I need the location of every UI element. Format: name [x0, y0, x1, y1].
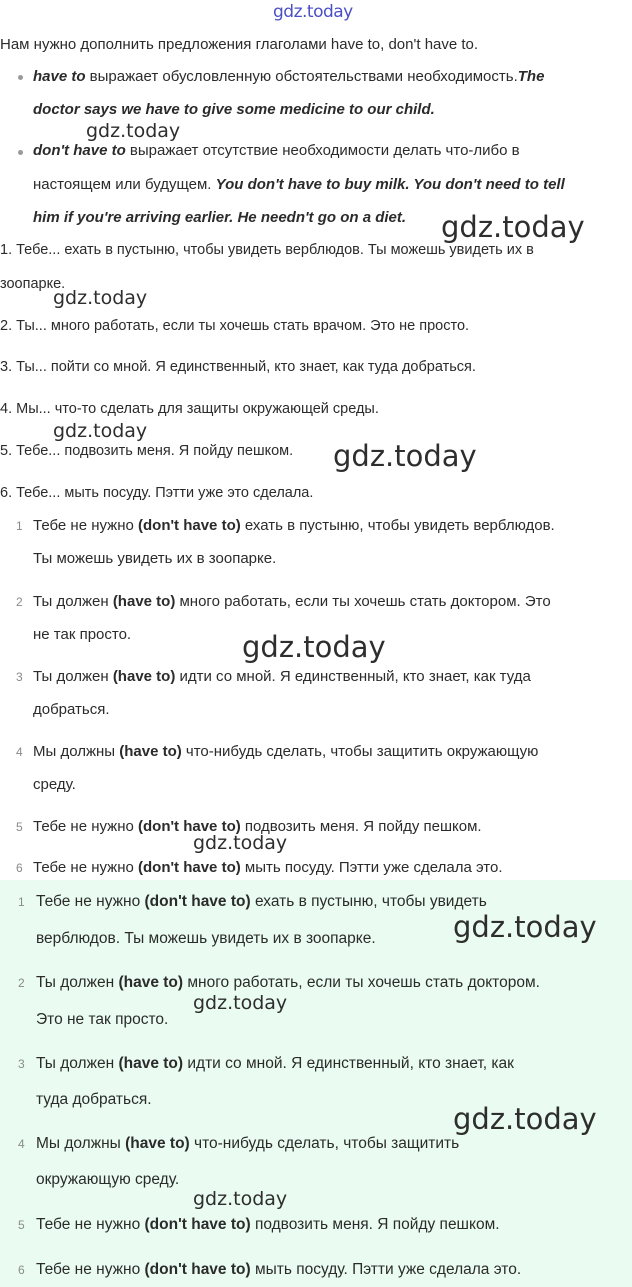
- task-6: 6. Тебе... мыть посуду. Пэтти уже это сделала.: [0, 485, 314, 501]
- task-3: 3. Ты... пойти со мной. Я единственный, кто знает, как туда добраться.: [0, 359, 476, 375]
- rule-term: don't have to: [33, 142, 126, 159]
- watermark: gdz.today: [53, 287, 148, 309]
- answer-4-line2: окружающую среду.: [36, 1171, 180, 1188]
- watermark: gdz.today: [453, 1102, 597, 1136]
- answer-2-line2: не так просто.: [33, 626, 132, 643]
- answer-number: 4: [16, 745, 23, 759]
- answer-number: 2: [16, 595, 23, 609]
- rule-example: The: [517, 68, 545, 85]
- answer-3-line2: туда добраться.: [36, 1091, 152, 1108]
- task-5: 5. Тебе... подвозить меня. Я пойду пешком.: [0, 443, 294, 459]
- answer-1-line2: Ты можешь увидеть их в зоопарке.: [33, 550, 277, 567]
- rule-term: have to: [33, 68, 86, 85]
- watermark: gdz.today: [86, 120, 181, 142]
- answer-3-line2: добраться.: [33, 701, 110, 718]
- task-1-cont: зоопарке.: [0, 276, 66, 292]
- rule-dont-have-to-line1: [33, 142, 520, 159]
- answer-number: 5: [18, 1218, 25, 1232]
- watermark: gdz.today: [441, 210, 585, 244]
- rule-dont-have-to-line3: him if you're arriving earlier. He needn't go on a diet.: [33, 209, 407, 226]
- answer-3-line1: Ты должен (have to) идти со мной. Я единственный, кто знает, как туда: [33, 668, 531, 685]
- watermark: gdz.today: [193, 1188, 288, 1210]
- answer-number: 5: [16, 820, 23, 834]
- bullet-icon: [18, 150, 23, 155]
- answer-number: 1: [16, 519, 23, 533]
- answer-number: 4: [18, 1137, 25, 1151]
- watermark: gdz.today: [333, 439, 477, 473]
- watermark: gdz.today: [193, 832, 288, 854]
- answer-number: 1: [18, 895, 25, 909]
- site-watermark: gdz.today: [273, 2, 353, 22]
- answer-3-line1: Ты должен (have to) идти со мной. Я единственный, кто знает, как: [36, 1055, 514, 1072]
- answer-2-line2: Это не так просто.: [36, 1011, 169, 1028]
- answer-number: 2: [18, 976, 25, 990]
- rule-example: You don't have to buy milk. You don't need to tell: [215, 176, 565, 193]
- answer-2-line1: Ты должен (have to) много работать, если ты хочешь стать доктором.: [36, 974, 540, 991]
- answer-number: 6: [18, 1263, 25, 1277]
- answer-4-line1: Мы должны (have to) что-нибудь сделать, чтобы защитить: [36, 1135, 460, 1152]
- watermark: gdz.today: [453, 910, 597, 944]
- answer-6-line1: Тебе не нужно (don't have to) мыть посуду. Пэтти уже сделала это.: [33, 859, 503, 876]
- watermark: gdz.today: [193, 992, 288, 1014]
- watermark: gdz.today: [53, 420, 148, 442]
- answer-1-line2: верблюдов. Ты можешь увидеть их в зоопарке.: [36, 930, 376, 947]
- answer-number: 3: [16, 670, 23, 684]
- answer-4-line2: среду.: [33, 776, 76, 793]
- rule-text: выражает отсутствие необходимости делать что-либо в: [125, 142, 520, 159]
- answer-number: 3: [18, 1057, 25, 1071]
- rule-text: выражает обусловленную обстоятельствами необходимость.: [85, 68, 518, 85]
- rule-dont-have-to-line2: [33, 176, 565, 193]
- rule-have-to-line1: [33, 68, 544, 85]
- answer-6-line1: Тебе не нужно (don't have to) мыть посуду. Пэтти уже сделала это.: [36, 1261, 522, 1278]
- watermark: gdz.today: [242, 630, 386, 664]
- answer-4-line1: Мы должны (have to) что-нибудь сделать, чтобы защитить окружающую: [33, 743, 539, 760]
- answer-number: 6: [16, 861, 23, 875]
- task-2: 2. Ты... много работать, если ты хочешь стать врачом. Это не просто.: [0, 318, 470, 334]
- bullet-icon: [18, 75, 23, 80]
- answer-1-line1: Тебе не нужно (don't have to) ехать в пустыню, чтобы увидеть верблюдов.: [33, 517, 555, 534]
- task-4: 4. Мы... что-то сделать для защиты окружающей среды.: [0, 401, 379, 417]
- task-1: 1. Тебе... ехать в пустыню, чтобы увидеть верблюдов. Ты можешь увидеть их в: [0, 242, 534, 258]
- answer-5-line1: Тебе не нужно (don't have to) подвозить меня. Я пойду пешком.: [33, 818, 482, 835]
- answer-1-line1: Тебе не нужно (don't have to) ехать в пустыню, чтобы увидеть: [36, 893, 487, 910]
- answer-2-line1: Ты должен (have to) много работать, если ты хочешь стать доктором. Это: [33, 593, 551, 610]
- rule-have-to-line2: doctor says we have to give some medicine to our child.: [33, 101, 435, 118]
- rule-text: настоящем или будущем.: [33, 176, 216, 193]
- answer-5-line1: Тебе не нужно (don't have to) подвозить меня. Я пойду пешком.: [36, 1216, 500, 1233]
- intro-text: Нам нужно дополнить предложения глаголами have to, don't have to.: [0, 36, 479, 53]
